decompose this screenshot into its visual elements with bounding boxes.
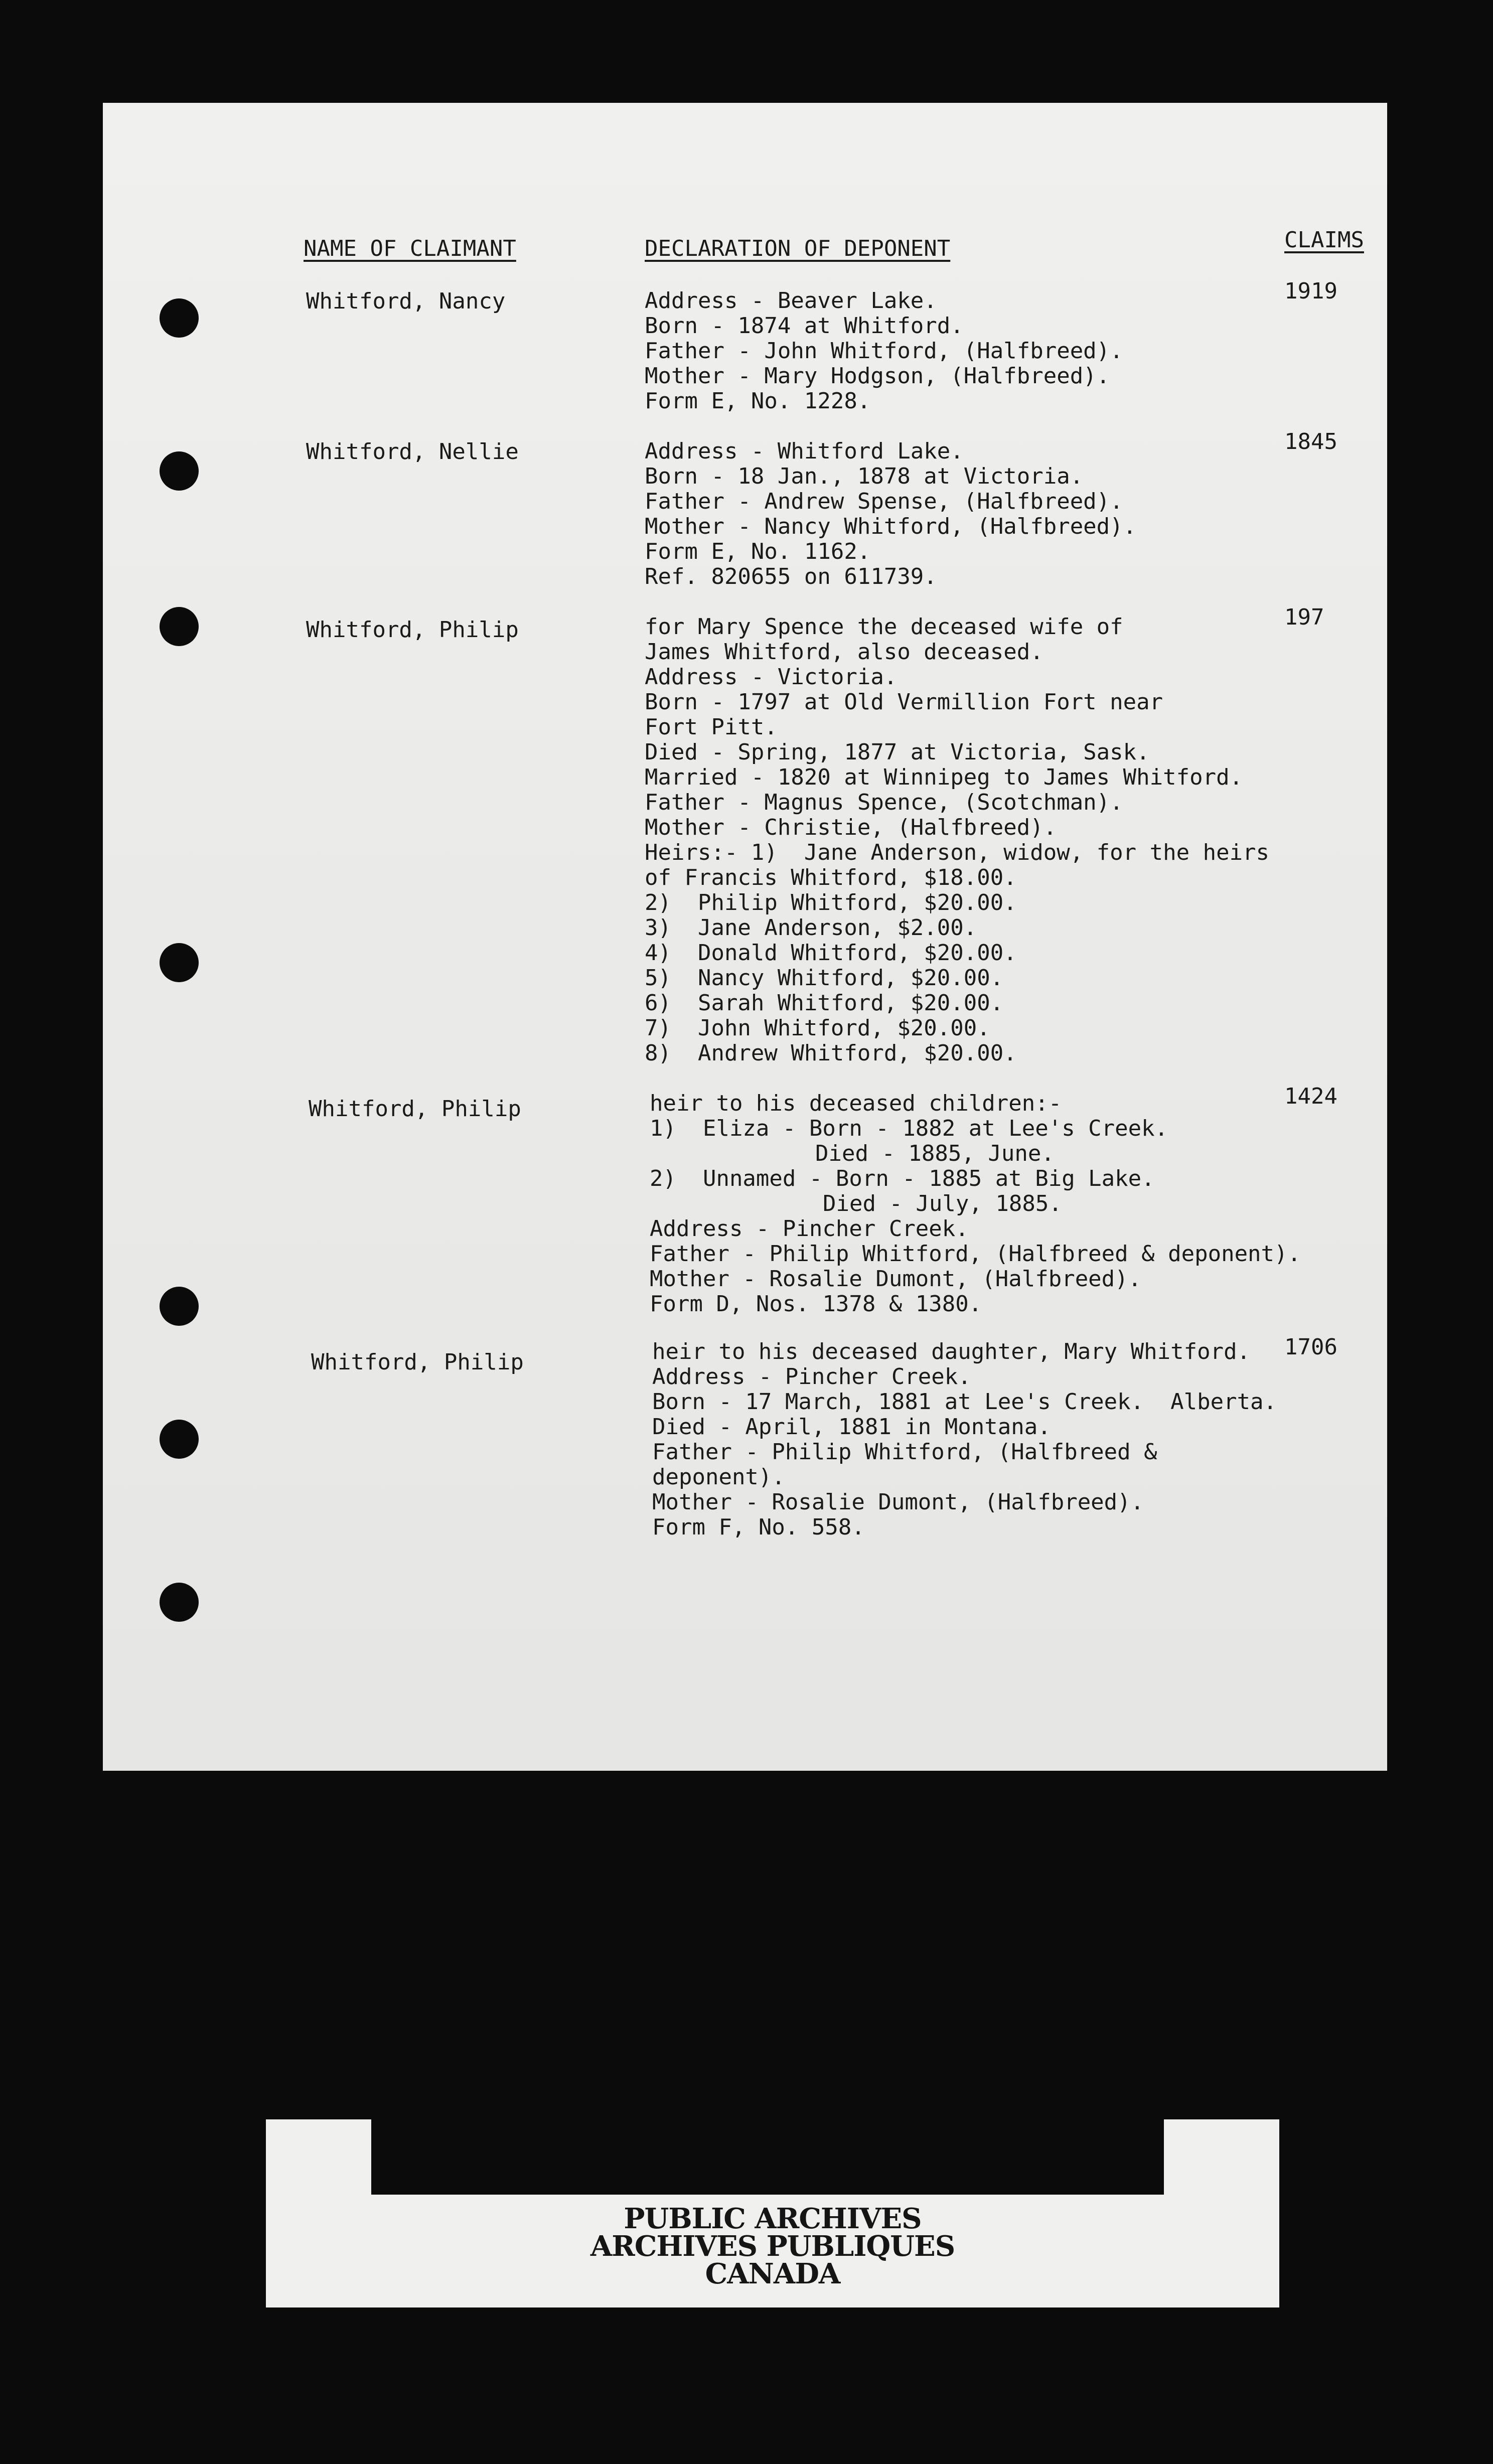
declaration-line: Heirs:- 1) Jane Anderson, widow, for the heirs: [645, 840, 1270, 865]
claimant-name: Whitford, Nellie: [306, 439, 519, 465]
declaration-line: Mother - Nancy Whitford, (Halfbreed).: [645, 514, 1137, 539]
declaration-line: Born - 1797 at Old Vermillion Fort near: [645, 689, 1163, 715]
stamp-card-cutout: [371, 2119, 1164, 2195]
declaration-line: Form D, Nos. 1378 & 1380.: [650, 1291, 982, 1317]
claimant-name: Whitford, Philip: [306, 617, 519, 643]
declaration-text: [645, 288, 1123, 414]
declaration-line: James Whitford, also deceased.: [645, 639, 1043, 665]
declaration-line: Married - 1820 at Winnipeg to James Whitford.: [645, 764, 1243, 790]
declaration-line: Died - April, 1881 in Montana.: [652, 1414, 1051, 1440]
declaration-text: [650, 1091, 1301, 1317]
declaration-line: 1) Eliza - Born - 1882 at Lee's Creek.: [650, 1116, 1168, 1141]
claim-number: 1424: [1284, 1084, 1337, 1109]
punch-hole: [160, 1287, 199, 1326]
declaration-line: Address - Victoria.: [645, 664, 898, 690]
declaration-line: Born - 18 Jan., 1878 at Victoria.: [645, 464, 1084, 489]
declaration-line: Address - Pincher Creek.: [652, 1364, 971, 1390]
punch-hole: [160, 451, 199, 491]
claimant-name: Whitford, Nancy: [306, 288, 506, 314]
punch-hole: [160, 943, 199, 982]
declaration-line: Died - 1885, June.: [815, 1141, 1055, 1166]
declaration-line: Father - John Whitford, (Halfbreed).: [645, 338, 1123, 364]
declaration-line: Mother - Mary Hodgson, (Halfbreed).: [645, 363, 1110, 389]
declaration-text: [645, 614, 1269, 1066]
stamp-line-french: ARCHIVES PUBLIQUES: [590, 2230, 955, 2263]
punch-hole: [160, 607, 199, 646]
header-claims: CLAIMS: [1284, 227, 1364, 253]
declaration-line: Address - Pincher Creek.: [650, 1216, 969, 1242]
declaration-line: 6) Sarah Whitford, $20.00.: [645, 990, 1004, 1016]
declaration-line: Born - 1874 at Whitford.: [645, 313, 964, 339]
declaration-line: Fort Pitt.: [645, 714, 778, 740]
declaration-line: Father - Andrew Spense, (Halfbreed).: [645, 489, 1123, 514]
claim-number: 1919: [1284, 278, 1337, 304]
document-page: [103, 103, 1387, 1771]
header-name-of-claimant: NAME OF CLAIMANT: [304, 236, 516, 261]
declaration-line: 8) Andrew Whitford, $20.00.: [645, 1040, 1017, 1066]
declaration-line: deponent).: [652, 1464, 785, 1490]
claim-number: 1706: [1284, 1334, 1337, 1360]
declaration-line: Form E, No. 1162.: [645, 539, 871, 564]
declaration-line: Address - Whitford Lake.: [645, 438, 964, 464]
declaration-text: [652, 1339, 1277, 1540]
declaration-line: heir to his deceased children:-: [650, 1091, 1062, 1116]
declaration-line: Mother - Rosalie Dumont, (Halfbreed).: [650, 1266, 1142, 1292]
stamp-line-english: PUBLIC ARCHIVES: [624, 2202, 922, 2235]
declaration-line: Mother - Rosalie Dumont, (Halfbreed).: [652, 1489, 1144, 1515]
declaration-line: 2) Unnamed - Born - 1885 at Big Lake.: [650, 1166, 1155, 1191]
declaration-line: Ref. 820655 on 611739.: [645, 564, 937, 589]
declaration-line: Born - 17 March, 1881 at Lee's Creek. Alberta.: [652, 1389, 1277, 1415]
punch-hole: [160, 1583, 199, 1622]
declaration-line: Father - Philip Whitford, (Halfbreed & deponent).: [650, 1241, 1301, 1267]
declaration-line: Address - Beaver Lake.: [645, 288, 937, 314]
claimant-name: Whitford, Philip: [311, 1349, 524, 1375]
stamp-line-country: CANADA: [705, 2257, 840, 2290]
declaration-line: 5) Nancy Whitford, $20.00.: [645, 965, 1004, 991]
declaration-line: 2) Philip Whitford, $20.00.: [645, 890, 1017, 915]
declaration-line: heir to his deceased daughter, Mary Whitford.: [652, 1339, 1251, 1364]
declaration-line: Form E, No. 1228.: [645, 388, 871, 414]
declaration-line: of Francis Whitford, $18.00.: [645, 865, 1017, 890]
declaration-line: Mother - Christie, (Halfbreed).: [645, 815, 1057, 840]
claim-number: 1845: [1284, 429, 1337, 454]
declaration-line: 7) John Whitford, $20.00.: [645, 1015, 990, 1041]
declaration-text: [645, 439, 1136, 589]
declaration-line: Died - Spring, 1877 at Victoria, Sask.: [645, 739, 1150, 765]
declaration-line: for Mary Spence the deceased wife of: [645, 614, 1123, 640]
declaration-line: Father - Philip Whitford, (Halfbreed &: [652, 1439, 1157, 1465]
claim-number: 197: [1284, 604, 1324, 630]
header-declaration-of-deponent: DECLARATION OF DEPONENT: [645, 236, 951, 261]
declaration-line: Form F, No. 558.: [652, 1514, 865, 1540]
declaration-line: 4) Donald Whitford, $20.00.: [645, 940, 1017, 966]
archives-stamp-card: [266, 2119, 1279, 2307]
claimant-name: Whitford, Philip: [309, 1096, 521, 1122]
punch-hole: [160, 298, 199, 338]
declaration-line: Died - July, 1885.: [823, 1191, 1062, 1216]
punch-hole: [160, 1420, 199, 1459]
declaration-line: Father - Magnus Spence, (Scotchman).: [645, 790, 1123, 815]
declaration-line: 3) Jane Anderson, $2.00.: [645, 915, 977, 941]
